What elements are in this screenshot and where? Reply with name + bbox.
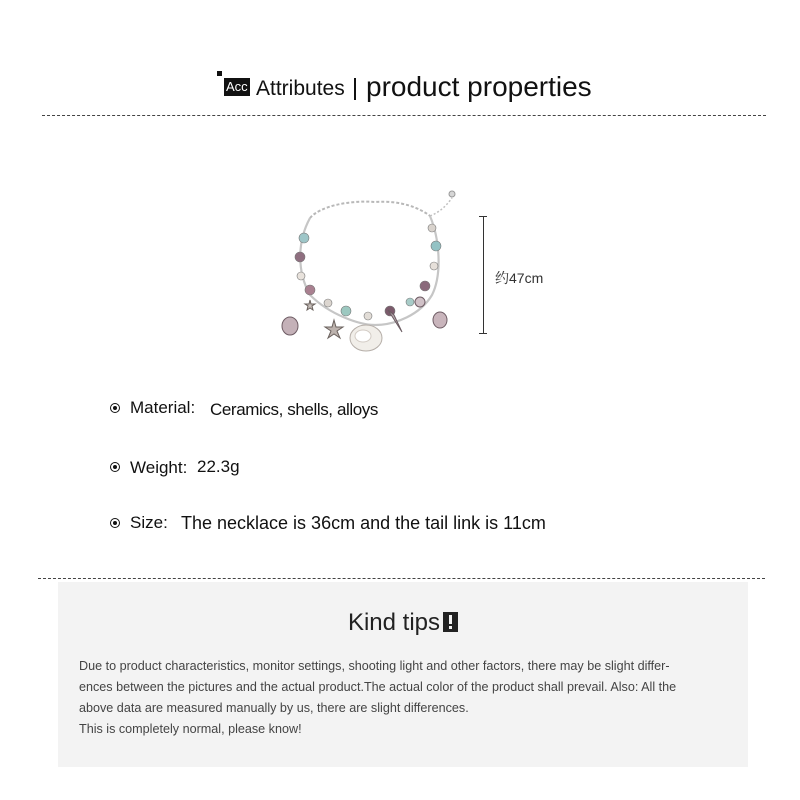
divider-top xyxy=(42,115,766,116)
bullet-icon xyxy=(110,462,120,472)
tips-line: above data are measured manually by us, there are slight differences. xyxy=(79,701,469,715)
necklace-image xyxy=(270,180,480,360)
tips-line: Due to product characteristics, monitor settings, shooting light and other factors, there may be slight differ- xyxy=(79,659,670,673)
bullet-icon xyxy=(110,518,120,528)
kind-tips-panel xyxy=(58,582,748,767)
length-dimension-marker xyxy=(482,216,486,334)
tips-title xyxy=(58,609,748,637)
attribute-value: 22.3g xyxy=(197,457,240,476)
bullet-icon xyxy=(110,403,120,413)
header-badge: Acc xyxy=(226,79,248,94)
attribute-label: Size: xyxy=(130,513,168,532)
page-title: product properties xyxy=(366,71,592,102)
exclamation-icon xyxy=(443,612,458,632)
tips-line: This is completely normal, please know! xyxy=(79,722,302,736)
tips-title-text: Kind tips xyxy=(347,609,441,636)
attribute-label: Weight: xyxy=(130,458,188,477)
attribute-value: The necklace is 36cm and the tail link is 11cm xyxy=(181,513,546,533)
attribute-label: Material: xyxy=(130,398,196,417)
tips-text xyxy=(79,656,739,740)
attribute-value: Ceramics, shells, alloys xyxy=(210,400,379,419)
header-dot-icon xyxy=(217,71,222,76)
header-english-label: Attributes xyxy=(256,77,345,100)
divider-middle xyxy=(38,578,765,579)
length-label: 约47cm xyxy=(495,270,544,286)
tips-line: ences between the pictures and the actual product.The actual color of the product shall prevail. Also: All the xyxy=(79,680,677,694)
section-header xyxy=(0,60,800,110)
header-separator xyxy=(354,78,356,100)
